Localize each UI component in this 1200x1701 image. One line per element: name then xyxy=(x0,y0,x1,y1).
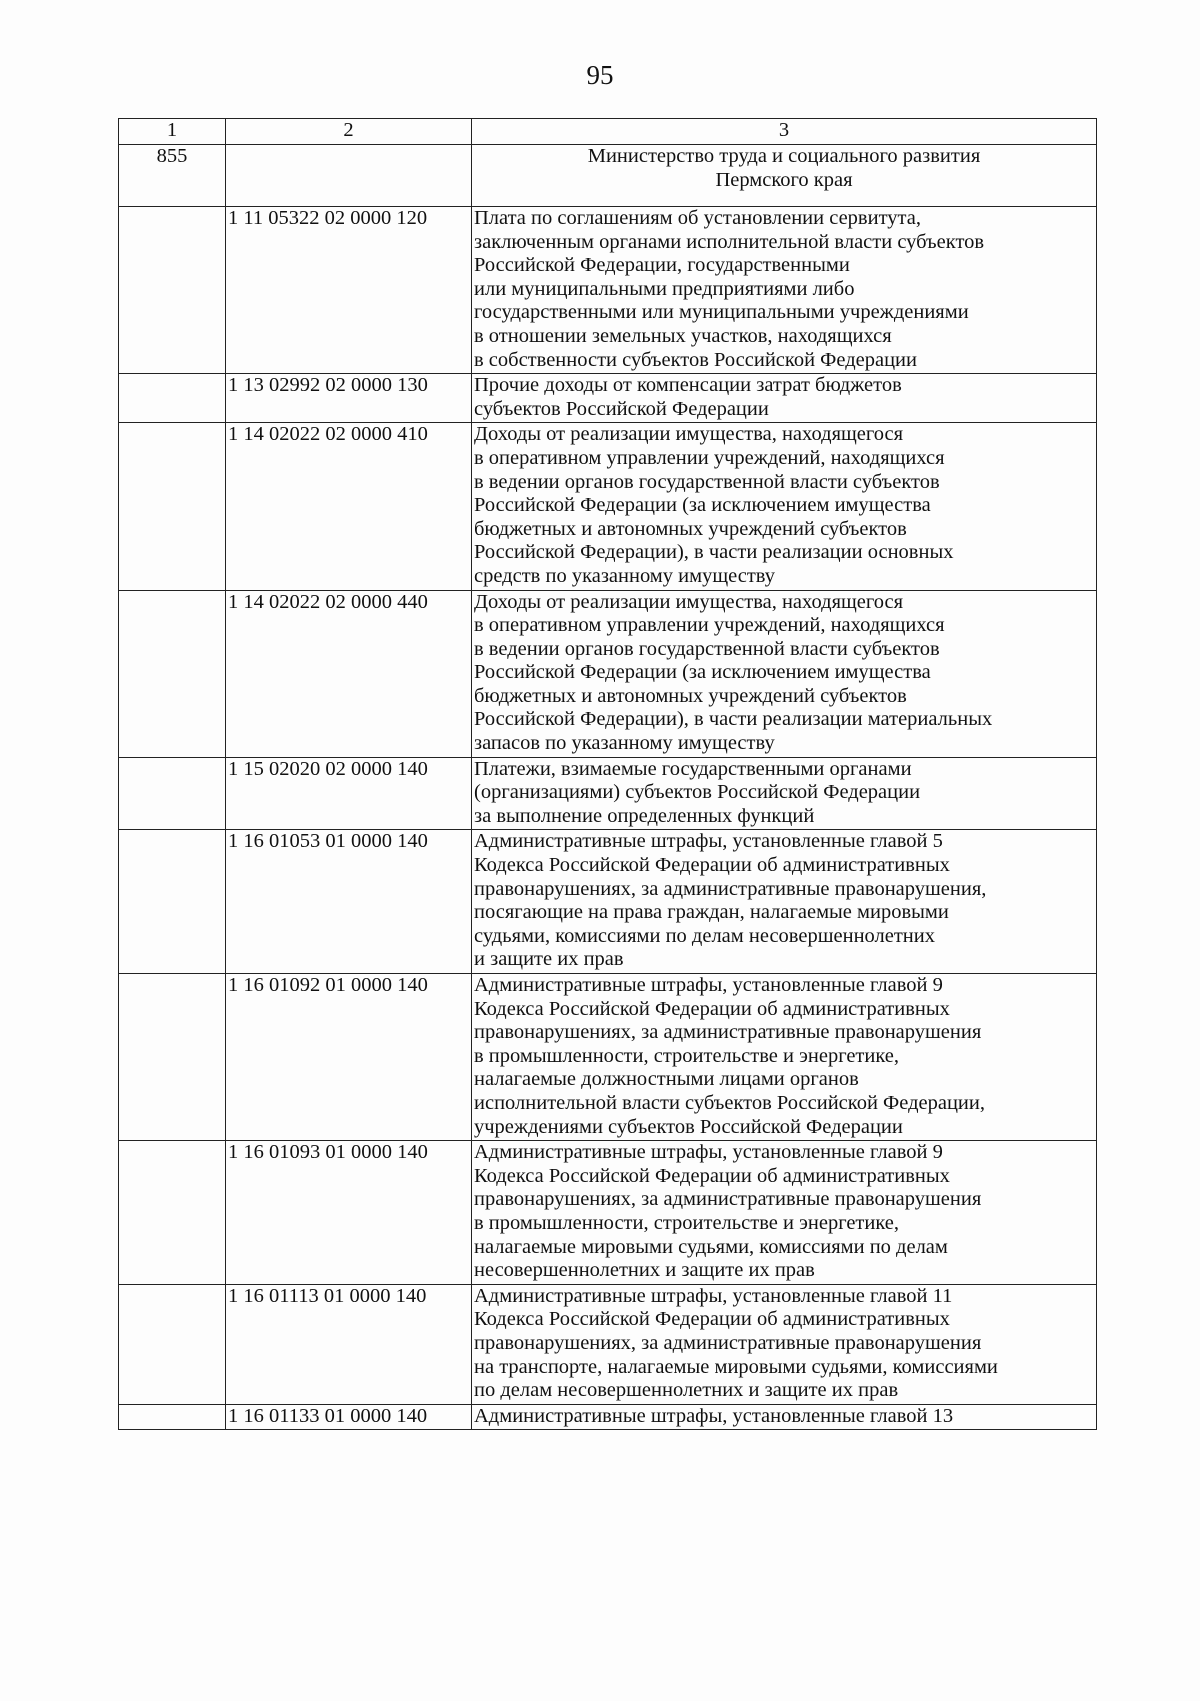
department-row xyxy=(119,145,1097,207)
page-number: 95 xyxy=(586,60,614,90)
row-description: Прочие доходы от компенсации затрат бюджетов субъектов Российской Федерации xyxy=(472,374,1097,423)
table-row xyxy=(119,974,1097,1141)
kbk-code: 1 14 02022 02 0000 410 xyxy=(226,423,472,590)
empty-cell xyxy=(119,830,226,974)
empty-cell xyxy=(226,145,472,207)
table-row xyxy=(119,1404,1097,1430)
row-description: Административные штрафы, установленные главой 9 Кодекса Российской Федерации об административных правонарушениях, за административные правонарушения в промышленности, строительстве и энергетике, налагаемые мировыми судьями, комиссиями по делам несовершеннолетних и защите их прав xyxy=(472,1141,1097,1285)
kbk-code: 1 16 01092 01 0000 140 xyxy=(226,974,472,1141)
kbk-code: 1 16 01093 01 0000 140 xyxy=(226,1141,472,1285)
header-col-2: 2 xyxy=(226,119,472,145)
row-description: Административные штрафы, установленные главой 9 Кодекса Российской Федерации об административных правонарушениях, за административные правонарушения в промышленности, строительстве и энергетике, налагаемые должностными лицами органов исполнительной власти субъектов Российской Федерации, учреждениями субъектов Российской Федерации xyxy=(472,974,1097,1141)
table-row xyxy=(119,423,1097,590)
table-row xyxy=(119,830,1097,974)
empty-cell xyxy=(119,374,226,423)
kbk-code: 1 13 02992 02 0000 130 xyxy=(226,374,472,423)
table-header-row xyxy=(119,119,1097,145)
row-description: Платежи, взимаемые государственными органами (организациями) субъектов Российской Федерации за выполнение определенных функций xyxy=(472,757,1097,830)
empty-cell xyxy=(119,590,226,757)
empty-cell xyxy=(119,1404,226,1430)
kbk-code: 1 16 01113 01 0000 140 xyxy=(226,1284,472,1404)
kbk-code: 1 15 02020 02 0000 140 xyxy=(226,757,472,830)
row-description: Доходы от реализации имущества, находящегося в оперативном управлении учреждений, находящихся в ведении органов государственной власти субъектов Российской Федерации (за исключением имущества бюджетных и автономных учреждений субъектов Российской Федерации), в части реализации материальных запасов по указанному имуществу xyxy=(472,590,1097,757)
kbk-code: 1 14 02022 02 0000 440 xyxy=(226,590,472,757)
kbk-code: 1 11 05322 02 0000 120 xyxy=(226,207,472,374)
table-row xyxy=(119,757,1097,830)
department-code: 855 xyxy=(119,145,226,207)
empty-cell xyxy=(119,423,226,590)
revenue-codes-table xyxy=(118,118,1097,1430)
header-col-1: 1 xyxy=(119,119,226,145)
department-name: Министерство труда и социального развития Пермского края xyxy=(472,145,1097,207)
table-row xyxy=(119,374,1097,423)
empty-cell xyxy=(119,207,226,374)
empty-cell xyxy=(119,1141,226,1285)
header-col-3: 3 xyxy=(472,119,1097,145)
kbk-code: 1 16 01053 01 0000 140 xyxy=(226,830,472,974)
table-row xyxy=(119,1141,1097,1285)
row-description: Административные штрафы, установленные главой 11 Кодекса Российской Федерации об административных правонарушениях, за административные правонарушения на транспорте, налагаемые мировыми судьями, комиссиями по делам несовершеннолетних и защите их прав xyxy=(472,1284,1097,1404)
row-description: Доходы от реализации имущества, находящегося в оперативном управлении учреждений, находящихся в ведении органов государственной власти субъектов Российской Федерации (за исключением имущества бюджетных и автономных учреждений субъектов Российской Федерации), в части реализации основных средств по указанному имуществу xyxy=(472,423,1097,590)
table-row xyxy=(119,590,1097,757)
empty-cell xyxy=(119,757,226,830)
empty-cell xyxy=(119,1284,226,1404)
table-row xyxy=(119,207,1097,374)
row-description: Плата по соглашениям об установлении сервитута, заключенным органами исполнительной власти субъектов Российской Федерации, государственными или муниципальными предприятиями либо государственными или муниципальными учреждениями в отношении земельных участков, находящихся в собственности субъектов Российской Федерации xyxy=(472,207,1097,374)
kbk-code: 1 16 01133 01 0000 140 xyxy=(226,1404,472,1430)
row-description: Административные штрафы, установленные главой 5 Кодекса Российской Федерации об административных правонарушениях, за административные правонарушения, посягающие на права граждан, налагаемые мировыми судьями, комиссиями по делам несовершеннолетних и защите их прав xyxy=(472,830,1097,974)
row-description: Административные штрафы, установленные главой 13 xyxy=(472,1404,1097,1430)
empty-cell xyxy=(119,974,226,1141)
table-row xyxy=(119,1284,1097,1404)
